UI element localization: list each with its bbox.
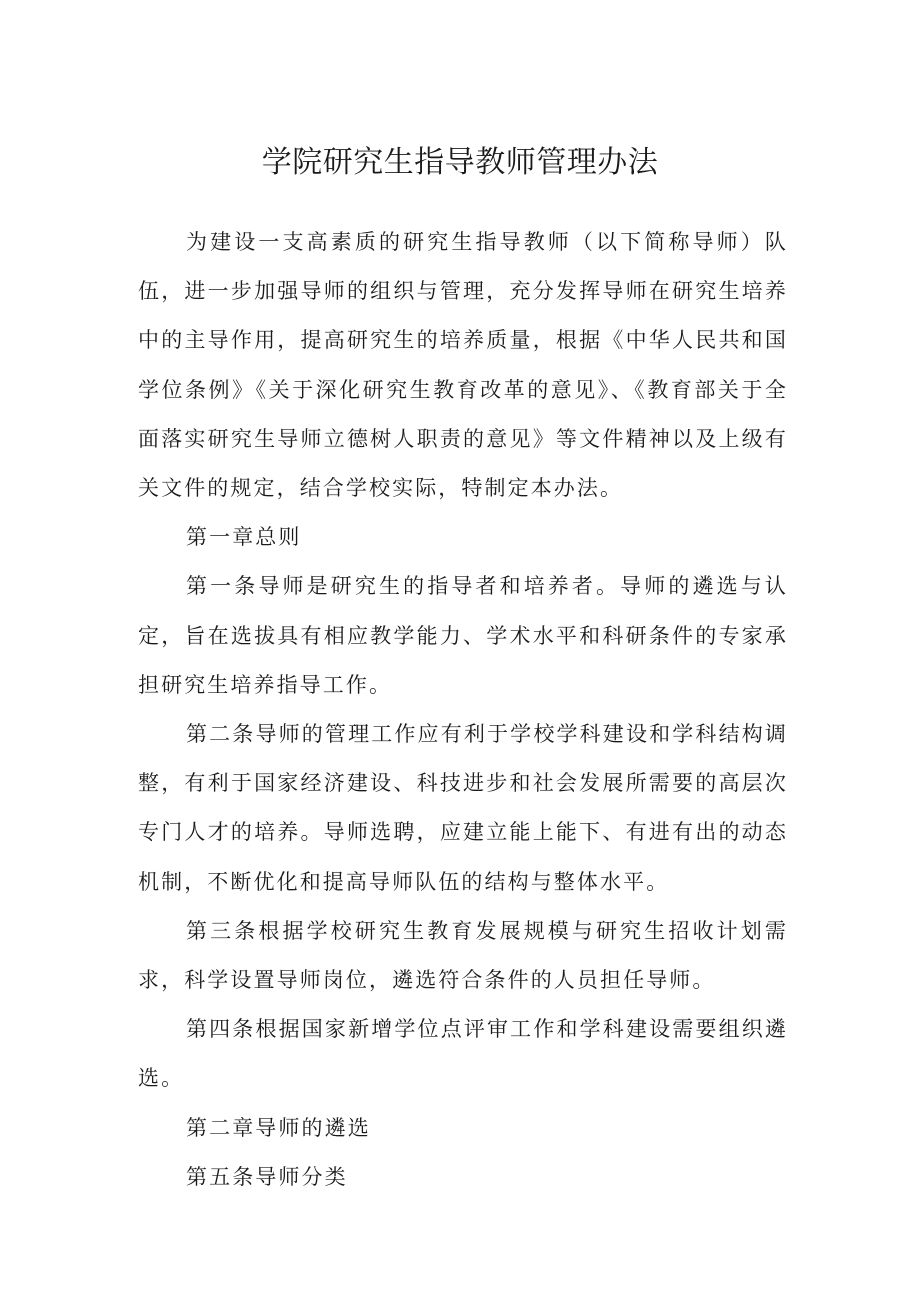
chapter-heading: 第一章总则 <box>186 525 302 550</box>
chapter-heading: 第二章导师的遴选 <box>186 1115 371 1140</box>
article-paragraph: 第五条导师分类 <box>186 1164 348 1189</box>
article-paragraph: 第四条根据国家新增学位点评审工作和学科建设需要组织遴选。 <box>138 1017 788 1091</box>
article-paragraph: 第二条导师的管理工作应有利于学校学科建设和学科结构调整，有利于国家经济建设、科技进步和社会发展所需要的高层次专门人才的培养。导师选聘，应建立能上能下、有进有出的动态机制，不断优化和提高导师队伍的结构与整体水平。 <box>138 722 788 894</box>
article-paragraph: 第三条根据学校研究生教育发展规模与研究生招收计划需求，科学设置导师岗位，遴选符合条件的人员担任导师。 <box>138 918 788 993</box>
article-paragraph: 第一条导师是研究生的指导者和培养者。导师的遴选与认定，旨在选拔具有相应教学能力、学术水平和科研条件的专家承担研究生培养指导工作。 <box>138 574 788 697</box>
document-body <box>138 218 788 1202</box>
document-title: 学院研究生指导教师管理办法 <box>261 145 659 180</box>
preamble-paragraph: 为建设一支高素质的研究生指导教师（以下简称导师）队伍，进一步加强导师的组织与管理，充分发挥导师在研究生培养中的主导作用，提高研究生的培养质量，根据《中华人民共和国学位条例》《关于深化研究生教育改革的意见》、《教育部关于全面落实研究生导师立德树人职责的意见》等文件精神以及上级有关文件的规定，结合学校实际，特制定本办法。 <box>138 230 788 501</box>
